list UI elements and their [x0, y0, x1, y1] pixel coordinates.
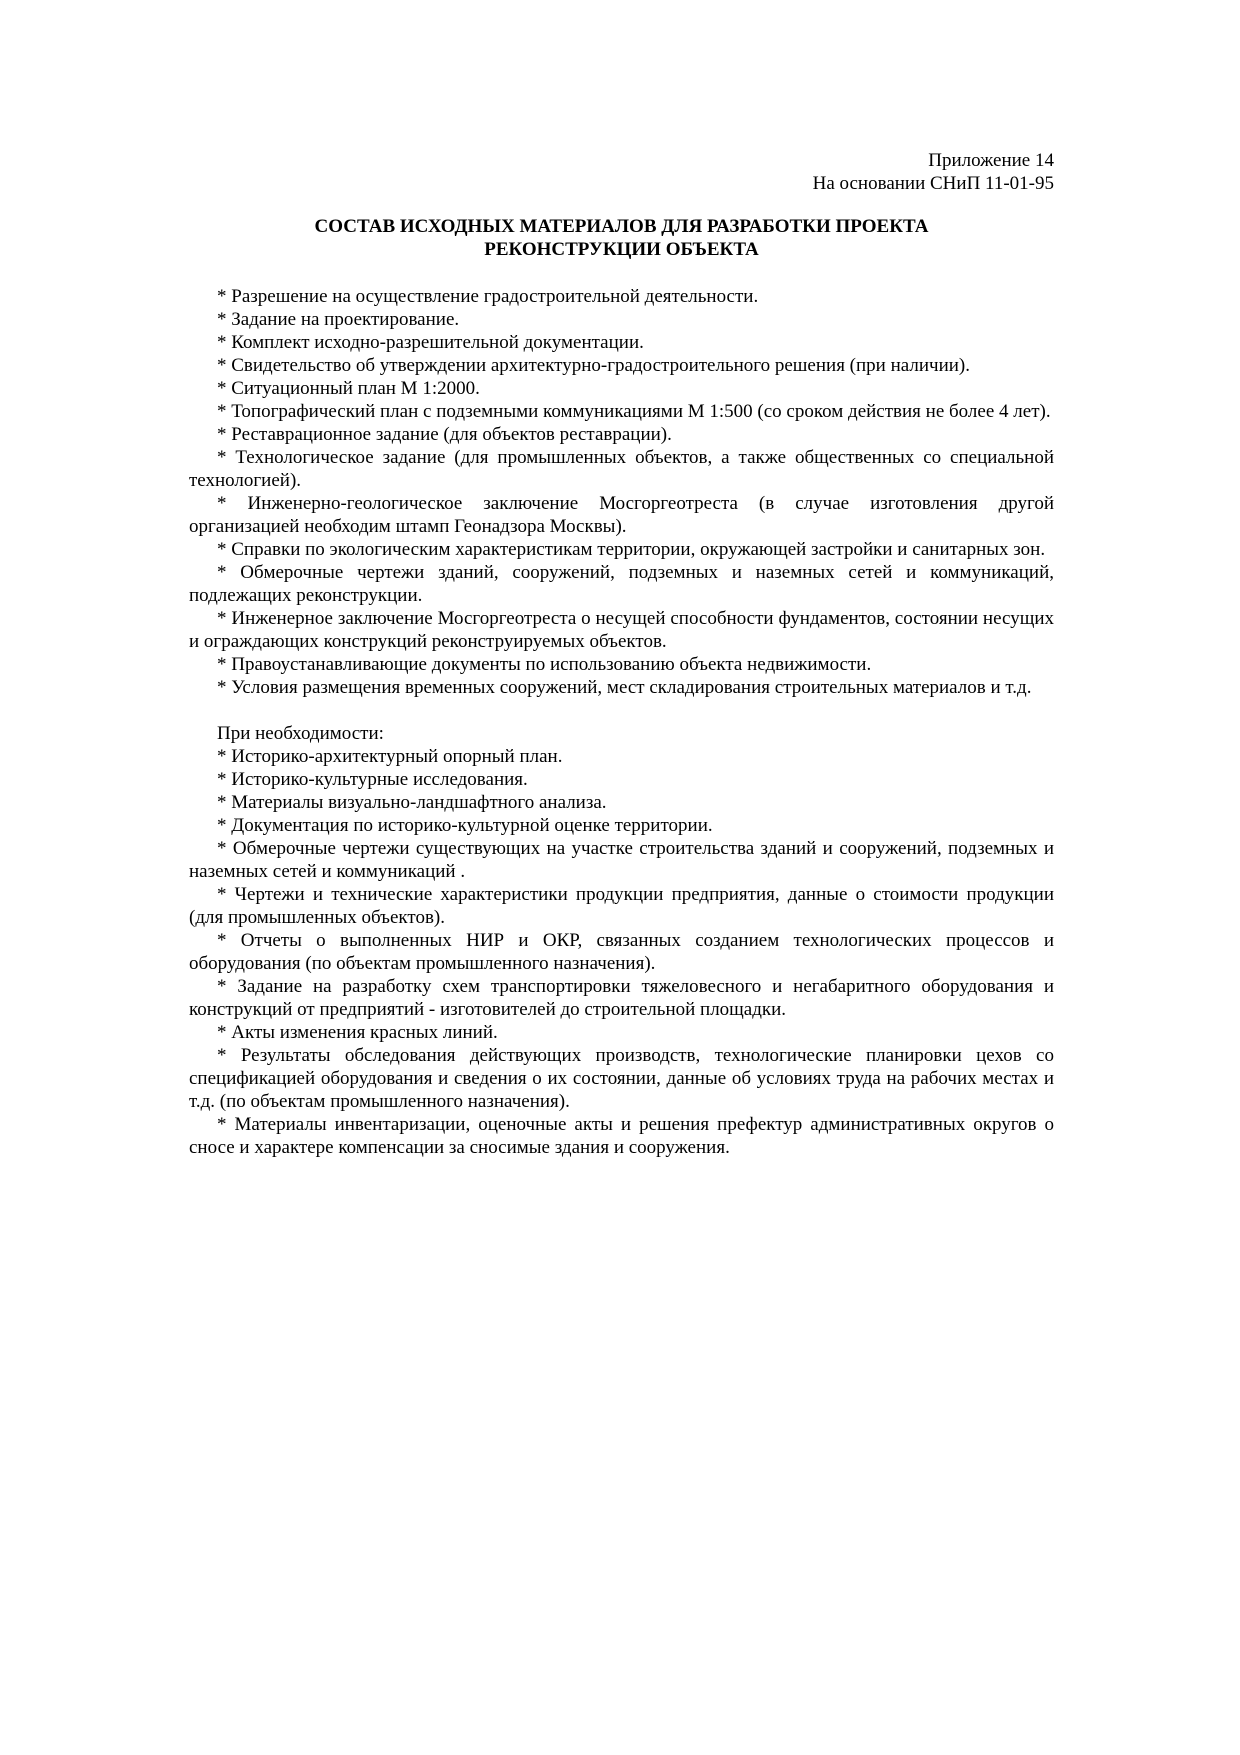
list-item: * Задание на проектирование.	[217, 309, 460, 330]
list-item: * Инженерное заключение Мосгоргеотреста о несущей способности фундаментов, состоянии несущих и ограждающих конструкций реконструируемых объектов.	[189, 608, 1054, 652]
list-item: * Обмерочные чертежи зданий, сооружений, подземных и наземных сетей и коммуникаций, подлежащих реконструкции.	[189, 562, 1054, 606]
optional-section-label: При необходимости:	[217, 723, 384, 744]
list-item: * Обмерочные чертежи существующих на участке строительства зданий и сооружений, подземных и наземных сетей и коммуникаций .	[189, 838, 1054, 882]
regulation-basis: На основании СНиП 11-01-95	[812, 173, 1054, 194]
list-item: * Топографический план с подземными коммуникациями М 1:500 (со сроком действия не более 4 лет).	[217, 401, 1051, 422]
list-item: * Отчеты о выполненных НИР и ОКР, связанных созданием технологических процессов и оборудования (по объектам промышленного назначения).	[189, 930, 1054, 974]
list-item: * Материалы инвентаризации, оценочные акты и решения префектур административных округов о сносе и характере компенсации за сносимые здания и сооружения.	[189, 1114, 1054, 1158]
list-item: * Историко-архитектурный опорный план.	[217, 746, 563, 767]
document-title: СОСТАВ ИСХОДНЫХ МАТЕРИАЛОВ ДЛЯ РАЗРАБОТКИ ПРОЕКТА РЕКОНСТРУКЦИИ ОБЪЕКТА	[314, 216, 929, 260]
list-item: * Технологическое задание (для промышленных объектов, а также общественных со специальной технологией).	[189, 447, 1054, 491]
list-item: * Разрешение на осуществление градостроительной деятельности.	[217, 286, 759, 307]
main-items-list	[189, 285, 1054, 699]
list-item: * Акты изменения красных линий.	[217, 1022, 498, 1043]
list-item: * Условия размещения временных сооружений, мест складирования строительных материалов и т.д.	[217, 677, 1032, 698]
list-item: * Задание на разработку схем транспортировки тяжеловесного и негабаритного оборудования и конструкций от предприятий - изготовителей до строительной площадки.	[189, 976, 1054, 1020]
optional-items-list	[189, 745, 1054, 1159]
document-header	[189, 149, 1054, 195]
list-item: * Свидетельство об утверждении архитектурно-градостроительного решения (при наличии).	[217, 355, 970, 376]
list-item: * Чертежи и технические характеристики продукции предприятия, данные о стоимости продукции (для промышленных объектов).	[189, 884, 1054, 928]
document-content	[189, 149, 1054, 1159]
list-item: * Справки по экологическим характеристикам территории, окружающей застройки и санитарных зон.	[217, 539, 1046, 560]
list-item: * Инженерно-геологическое заключение Мосгоргеотреста (в случае изготовления другой организацией необходим штамп Геонадзора Москвы).	[189, 493, 1054, 537]
list-item: * Историко-культурные исследования.	[217, 769, 528, 790]
list-item: * Реставрационное задание (для объектов реставрации).	[217, 424, 672, 445]
appendix-number: Приложение 14	[928, 150, 1054, 171]
list-item: * Ситуационный план М 1:2000.	[217, 378, 480, 399]
list-item: * Результаты обследования действующих производств, технологические планировки цехов со спецификацией оборудования и сведения о их состоянии, данные об условиях труда на рабочих местах и т.д. (по объектам промышленного назначения).	[189, 1045, 1054, 1112]
list-item: * Правоустанавливающие документы по использованию объекта недвижимости.	[217, 654, 872, 675]
list-item: * Документация по историко-культурной оценке территории.	[217, 815, 713, 836]
list-item: * Комплект исходно-разрешительной документации.	[217, 332, 644, 353]
list-item: * Материалы визуально-ландшафтного анализа.	[217, 792, 607, 813]
